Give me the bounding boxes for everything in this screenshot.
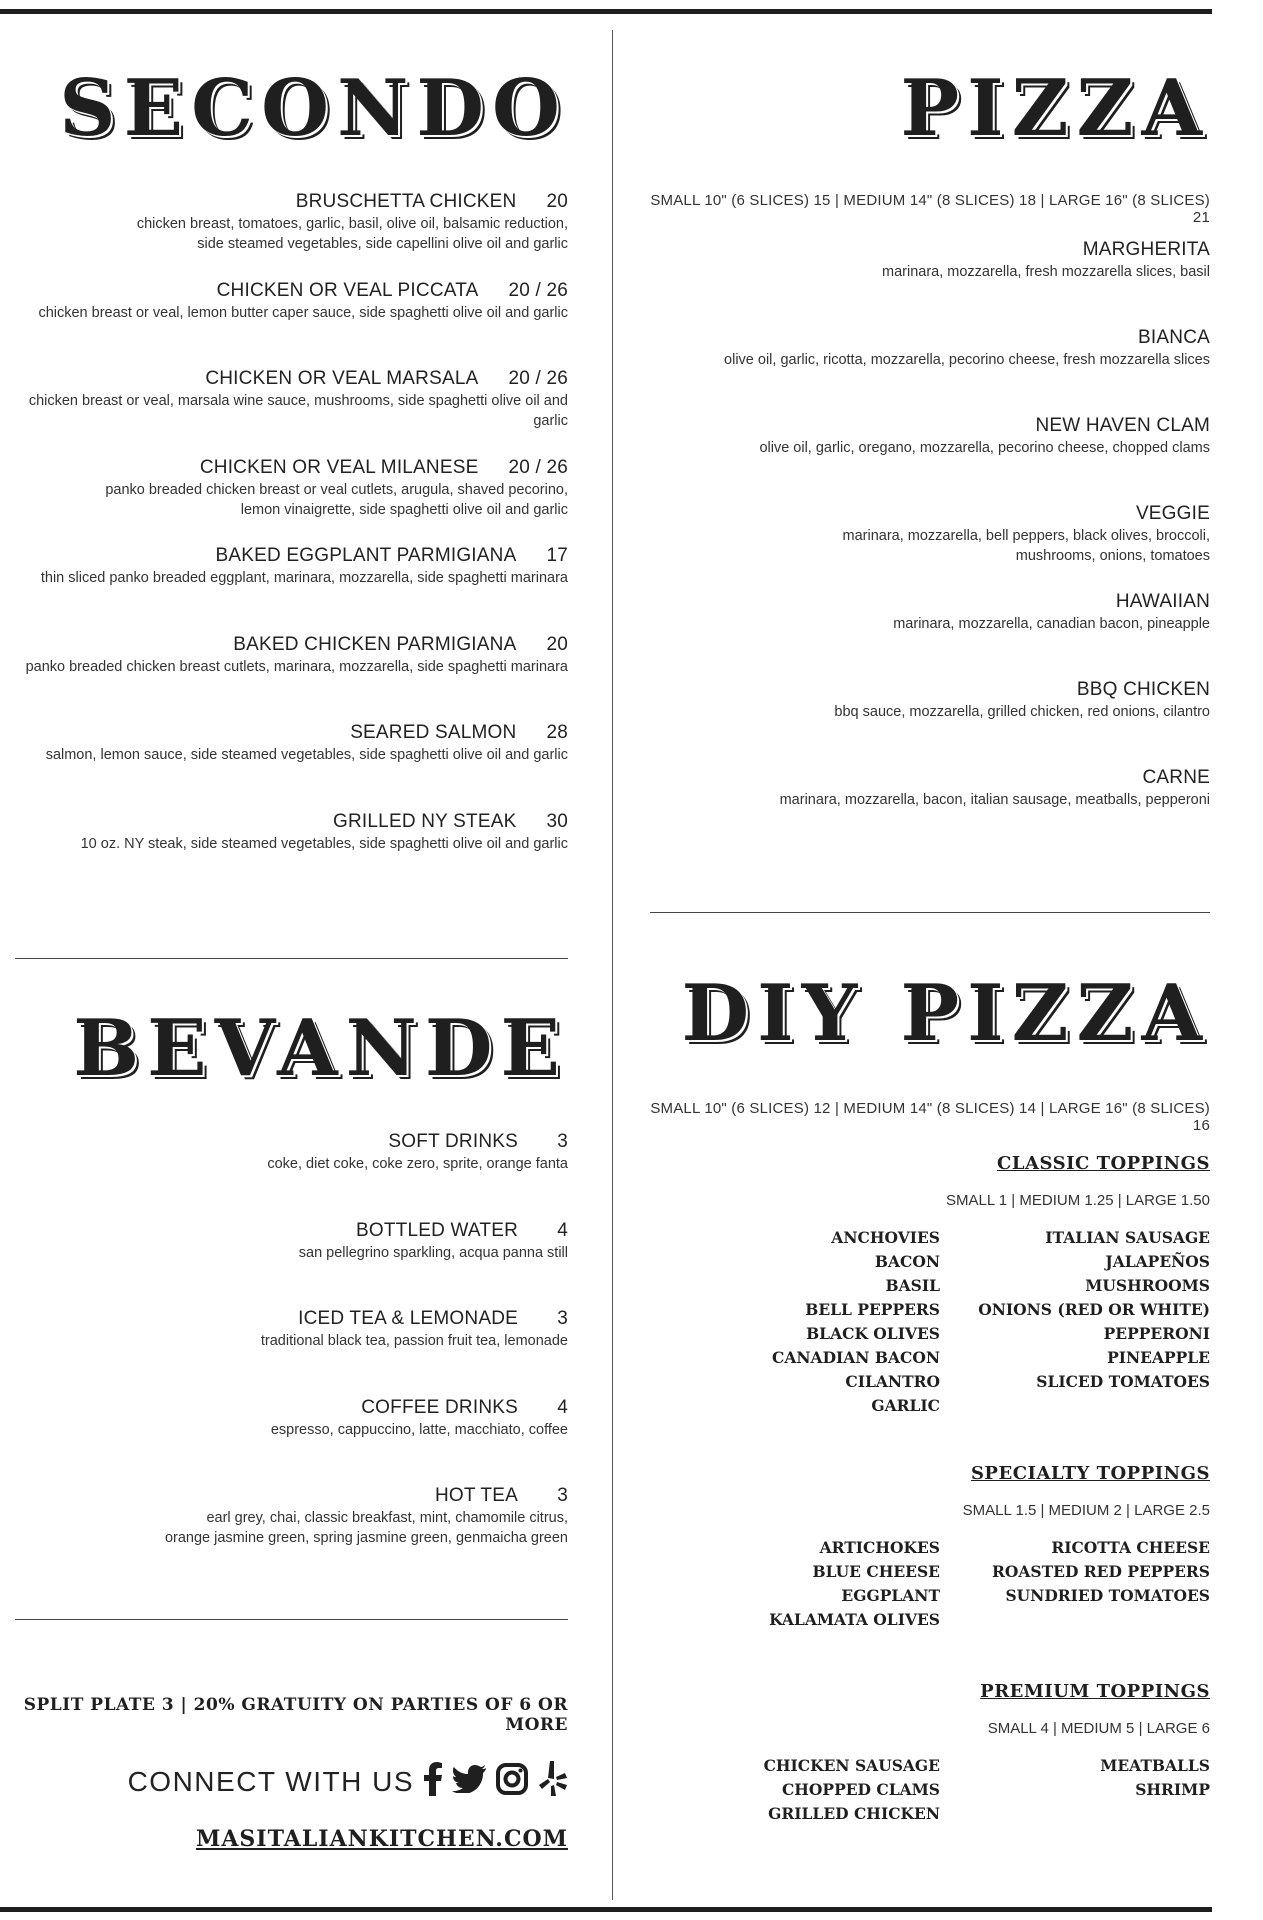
classic-toppings-list-right xyxy=(950,1226,1210,1394)
menu-item-description: earl grey, chai, classic breakfast, mint, chamomile citrus, xyxy=(206,1510,568,1526)
menu-item xyxy=(15,456,568,520)
menu-item-description: marinara, mozzarella, bell peppers, black olives, broccoli, xyxy=(842,528,1210,544)
menu-item-description: panko breaded chicken breast cutlets, marinara, mozzarella, side spaghetti marinara xyxy=(25,658,568,675)
menu-item xyxy=(15,633,568,677)
classic-toppings-prices: SMALL 1 | MEDIUM 1.25 | LARGE 1.50 xyxy=(945,1192,1210,1209)
menu-item-description: olive oil, garlic, oregano, mozzarella, pecorino cheese, chopped clams xyxy=(759,440,1210,456)
menu-item-name: HAWAIIAN xyxy=(1115,591,1210,612)
specialty-toppings xyxy=(650,1463,1210,1519)
menu-item-price: 20 / 26 xyxy=(508,368,568,389)
divider-pizza-diy xyxy=(650,912,1210,913)
menu-item-title-row xyxy=(650,678,1210,702)
menu-item-title-row xyxy=(15,367,568,391)
facebook-icon[interactable] xyxy=(424,1762,442,1801)
menu-item xyxy=(15,810,568,854)
menu-item-description: orange jasmine green, spring jasmine green, genmaicha green xyxy=(164,1530,568,1546)
menu-item-title-row xyxy=(650,414,1210,438)
menu-item-description: marinara, mozzarella, bacon, italian sausage, meatballs, pepperoni xyxy=(779,792,1210,808)
diy-heading: DIY PIZZA xyxy=(681,968,1210,1059)
secondo-menu xyxy=(15,190,568,890)
pizza-section xyxy=(650,63,1210,154)
pizza-sizes-prices: SMALL 10" (6 SLICES) 15 | MEDIUM 14" (8 SLICES) 18 | LARGE 16" (8 SLICES) 21 xyxy=(650,192,1210,226)
menu-item-description: lemon vinaigrette, side spaghetti olive oil and garlic xyxy=(240,501,568,518)
menu-item xyxy=(15,1130,568,1174)
topping-item: JALAPEÑOS xyxy=(1105,1252,1210,1271)
premium-toppings-prices: SMALL 4 | MEDIUM 5 | LARGE 6 xyxy=(987,1720,1210,1737)
split-plate-note: SPLIT PLATE 3 | 20% GRATUITY ON PARTIES OF 6 OR MORE xyxy=(23,1695,568,1735)
menu-item-price: 3 xyxy=(557,1131,568,1152)
menu-item xyxy=(15,1307,568,1351)
pizza-heading: PIZZA xyxy=(900,63,1210,154)
topping-item: ONIONS (RED OR WHITE) xyxy=(978,1300,1210,1319)
topping-item: SLICED TOMATOES xyxy=(1036,1372,1210,1391)
specialty-toppings-list-left xyxy=(650,1536,940,1632)
menu-item-name: ICED TEA & LEMONADE xyxy=(298,1308,518,1329)
topping-item: CILANTRO xyxy=(845,1372,940,1391)
menu-item-price: 28 xyxy=(546,722,568,743)
menu-item xyxy=(15,190,568,254)
menu-item-title-row xyxy=(650,238,1210,262)
specialty-toppings-heading: SPECIALTY TOPPINGS xyxy=(970,1463,1210,1484)
pizza-menu xyxy=(650,238,1210,858)
menu-item-name: BAKED EGGPLANT PARMIGIANA xyxy=(215,545,517,566)
premium-toppings-list-right xyxy=(950,1754,1210,1802)
menu-item xyxy=(650,326,1210,370)
menu-item-price: 20 / 26 xyxy=(508,279,568,301)
diy-section xyxy=(650,968,1210,1059)
menu-item-name: MARGHERITA xyxy=(1082,239,1210,260)
premium-toppings xyxy=(650,1681,1210,1737)
menu-item-name: BRUSCHETTA CHICKEN xyxy=(295,191,517,212)
menu-item-description: mushrooms, onions, tomatoes xyxy=(1015,548,1210,564)
menu-item-description: chicken breast or veal, lemon butter caper sauce, side spaghetti olive oil and garlic xyxy=(38,304,568,321)
topping-item: KALAMATA OLIVES xyxy=(769,1610,940,1629)
menu-item-price: 4 xyxy=(557,1396,568,1418)
topping-item: CHOPPED CLAMS xyxy=(781,1780,940,1799)
classic-toppings-list-left xyxy=(650,1226,940,1418)
yelp-icon[interactable] xyxy=(538,1759,568,1804)
menu-item-title-row xyxy=(650,326,1210,350)
menu-item-price: 3 xyxy=(557,1485,568,1506)
topping-item: BLUE CHEESE xyxy=(812,1562,940,1581)
menu-item-title-row xyxy=(15,544,568,568)
topping-item: GARLIC xyxy=(871,1396,940,1415)
topping-item: BLACK OLIVES xyxy=(806,1324,940,1343)
menu-item-title-row xyxy=(15,721,568,745)
menu-item-description: thin sliced panko breaded eggplant, marinara, mozzarella, side spaghetti marinara xyxy=(40,570,568,586)
divider-secondo-bevande xyxy=(15,958,568,959)
menu-item-name: BBQ CHICKEN xyxy=(1076,679,1210,700)
menu-item xyxy=(650,766,1210,810)
menu-item xyxy=(650,414,1210,458)
topping-item: SHRIMP xyxy=(1135,1780,1210,1799)
bevande-menu xyxy=(15,1130,568,1550)
menu-item-title-row xyxy=(15,1484,568,1508)
topping-item: ANCHOVIES xyxy=(831,1228,940,1247)
topping-item: GRILLED CHICKEN xyxy=(768,1804,940,1823)
topping-item: MUSHROOMS xyxy=(1085,1276,1210,1295)
specialty-toppings-prices: SMALL 1.5 | MEDIUM 2 | LARGE 2.5 xyxy=(962,1502,1210,1519)
menu-item-title-row xyxy=(15,1219,568,1243)
menu-item-title-row xyxy=(650,766,1210,790)
menu-item-name: CARNE xyxy=(1142,767,1210,788)
menu-item-description: 10 oz. NY steak, side steamed vegetables, side spaghetti olive oil and garlic xyxy=(80,835,568,852)
menu-item-price: 20 / 26 xyxy=(508,456,568,478)
pizza-sizes xyxy=(650,192,1210,226)
secondo-heading: SECONDO xyxy=(59,63,568,154)
diy-sizes xyxy=(650,1100,1210,1134)
menu-item-name: BAKED CHICKEN PARMIGIANA xyxy=(233,633,517,655)
column-divider xyxy=(612,30,613,1900)
menu-item-title-row xyxy=(15,279,568,303)
bevande-heading: BEVANDE xyxy=(73,1003,568,1094)
topping-item: RICOTTA CHEESE xyxy=(1051,1538,1210,1557)
topping-item: PINEAPPLE xyxy=(1107,1348,1210,1367)
instagram-icon[interactable] xyxy=(496,1763,528,1800)
menu-item-title-row xyxy=(15,1396,568,1420)
bevande-section xyxy=(15,1003,568,1094)
menu-item-description: traditional black tea, passion fruit tea, lemonade xyxy=(260,1333,568,1349)
topping-item: BACON xyxy=(874,1252,940,1271)
menu-item-name: SOFT DRINKS xyxy=(388,1131,518,1152)
twitter-icon[interactable] xyxy=(452,1765,486,1798)
menu-item xyxy=(650,238,1210,282)
menu-item-description: salmon, lemon sauce, side steamed vegetables, side spaghetti olive oil and garlic xyxy=(45,747,568,763)
menu-item-title-row xyxy=(15,456,568,480)
specialty-toppings-list-right xyxy=(950,1536,1210,1608)
menu-item-name: NEW HAVEN CLAM xyxy=(1035,415,1210,436)
topping-item: CANADIAN BACON xyxy=(772,1348,940,1367)
menu-item-description: olive oil, garlic, ricotta, mozzarella, pecorino cheese, fresh mozzarella slices xyxy=(724,352,1210,368)
menu-item-name: SEARED SALMON xyxy=(350,722,517,743)
menu-item-name: BIANCA xyxy=(1138,327,1210,348)
menu-item-price: 3 xyxy=(557,1308,568,1329)
topping-item: ITALIAN SAUSAGE xyxy=(1045,1228,1210,1247)
menu-item xyxy=(15,367,568,431)
topping-item: EGGPLANT xyxy=(841,1586,940,1605)
menu-item-title-row xyxy=(15,633,568,657)
premium-toppings-list-left xyxy=(650,1754,940,1826)
menu-item xyxy=(650,678,1210,722)
menu-item-name: COFFEE DRINKS xyxy=(361,1396,518,1418)
menu-item xyxy=(650,502,1210,566)
menu-item-name: CHICKEN OR VEAL PICCATA xyxy=(216,279,479,301)
menu-item-description: marinara, mozzarella, fresh mozzarella slices, basil xyxy=(882,264,1210,280)
menu-item-name: HOT TEA xyxy=(434,1485,518,1506)
menu-item-title-row xyxy=(650,502,1210,526)
topping-item: BASIL xyxy=(885,1276,940,1295)
menu-item-name: BOTTLED WATER xyxy=(356,1219,518,1241)
top-rule xyxy=(0,9,1212,14)
menu-item-price: 20 xyxy=(546,191,568,212)
menu-item-title-row xyxy=(15,190,568,214)
menu-item-price: 30 xyxy=(546,810,568,832)
menu-item xyxy=(15,1484,568,1548)
menu-item-price: 20 xyxy=(546,633,568,655)
menu-item xyxy=(15,1219,568,1263)
topping-item: CHICKEN SAUSAGE xyxy=(763,1756,940,1775)
topping-item: ARTICHOKES xyxy=(819,1538,940,1557)
website-link[interactable]: MASITALIANKITCHEN.COM xyxy=(195,1826,568,1852)
classic-toppings xyxy=(650,1153,1210,1209)
menu-item-name: VEGGIE xyxy=(1135,503,1210,524)
topping-item: BELL PEPPERS xyxy=(805,1300,940,1319)
menu-item xyxy=(15,544,568,588)
menu-item-price: 4 xyxy=(557,1219,568,1241)
footer xyxy=(15,1695,568,1852)
diy-sizes-prices: SMALL 10" (6 SLICES) 12 | MEDIUM 14" (8 SLICES) 14 | LARGE 16" (8 SLICES) 16 xyxy=(650,1100,1210,1134)
secondo-section xyxy=(15,63,568,154)
menu-item-title-row xyxy=(650,590,1210,614)
website-row xyxy=(15,1826,568,1852)
connect-label: CONNECT WITH US xyxy=(127,1765,414,1797)
menu-item-description: panko breaded chicken breast or veal cutlets, arugula, shaved pecorino, xyxy=(105,481,568,498)
topping-item: ROASTED RED PEPPERS xyxy=(992,1562,1210,1581)
menu-item-description: chicken breast, tomatoes, garlic, basil, olive oil, balsamic reduction, xyxy=(136,216,568,232)
menu-item xyxy=(15,1396,568,1440)
topping-item: MEATBALLS xyxy=(1100,1756,1210,1775)
topping-item: SUNDRIED TOMATOES xyxy=(1005,1586,1210,1605)
menu-item-description: bbq sauce, mozzarella, grilled chicken, red onions, cilantro xyxy=(834,704,1210,720)
menu-item-description: espresso, cappuccino, latte, macchiato, coffee xyxy=(270,1421,568,1438)
menu-item-description: coke, diet coke, coke zero, sprite, orange fanta xyxy=(267,1156,568,1172)
menu-item-title-row xyxy=(15,1307,568,1331)
menu-item-description: side steamed vegetables, side capellini olive oil and garlic xyxy=(197,236,568,252)
menu-item-title-row xyxy=(15,810,568,834)
menu-item-description: marinara, mozzarella, canadian bacon, pineapple xyxy=(893,616,1210,632)
menu-item xyxy=(15,721,568,765)
menu-item-price: 17 xyxy=(546,545,568,566)
menu-item-name: CHICKEN OR VEAL MILANESE xyxy=(199,456,479,478)
menu-item-description: san pellegrino sparkling, acqua panna still xyxy=(298,1244,568,1261)
menu-item-name: GRILLED NY STEAK xyxy=(333,810,517,832)
menu-item-description: chicken breast or veal, marsala wine sauce, mushrooms, side spaghetti olive oil and garlic xyxy=(28,393,568,429)
topping-item: PEPPERONI xyxy=(1103,1324,1210,1343)
connect-row xyxy=(15,1759,568,1804)
divider-bevande-footer xyxy=(15,1619,568,1620)
menu-item-title-row xyxy=(15,1130,568,1154)
menu-item xyxy=(15,279,568,323)
menu-item-name: CHICKEN OR VEAL MARSALA xyxy=(205,368,479,389)
menu-item xyxy=(650,590,1210,634)
classic-toppings-heading: CLASSIC TOPPINGS xyxy=(997,1153,1210,1174)
premium-toppings-heading: PREMIUM TOPPINGS xyxy=(980,1681,1210,1702)
bottom-rule xyxy=(0,1907,1212,1912)
